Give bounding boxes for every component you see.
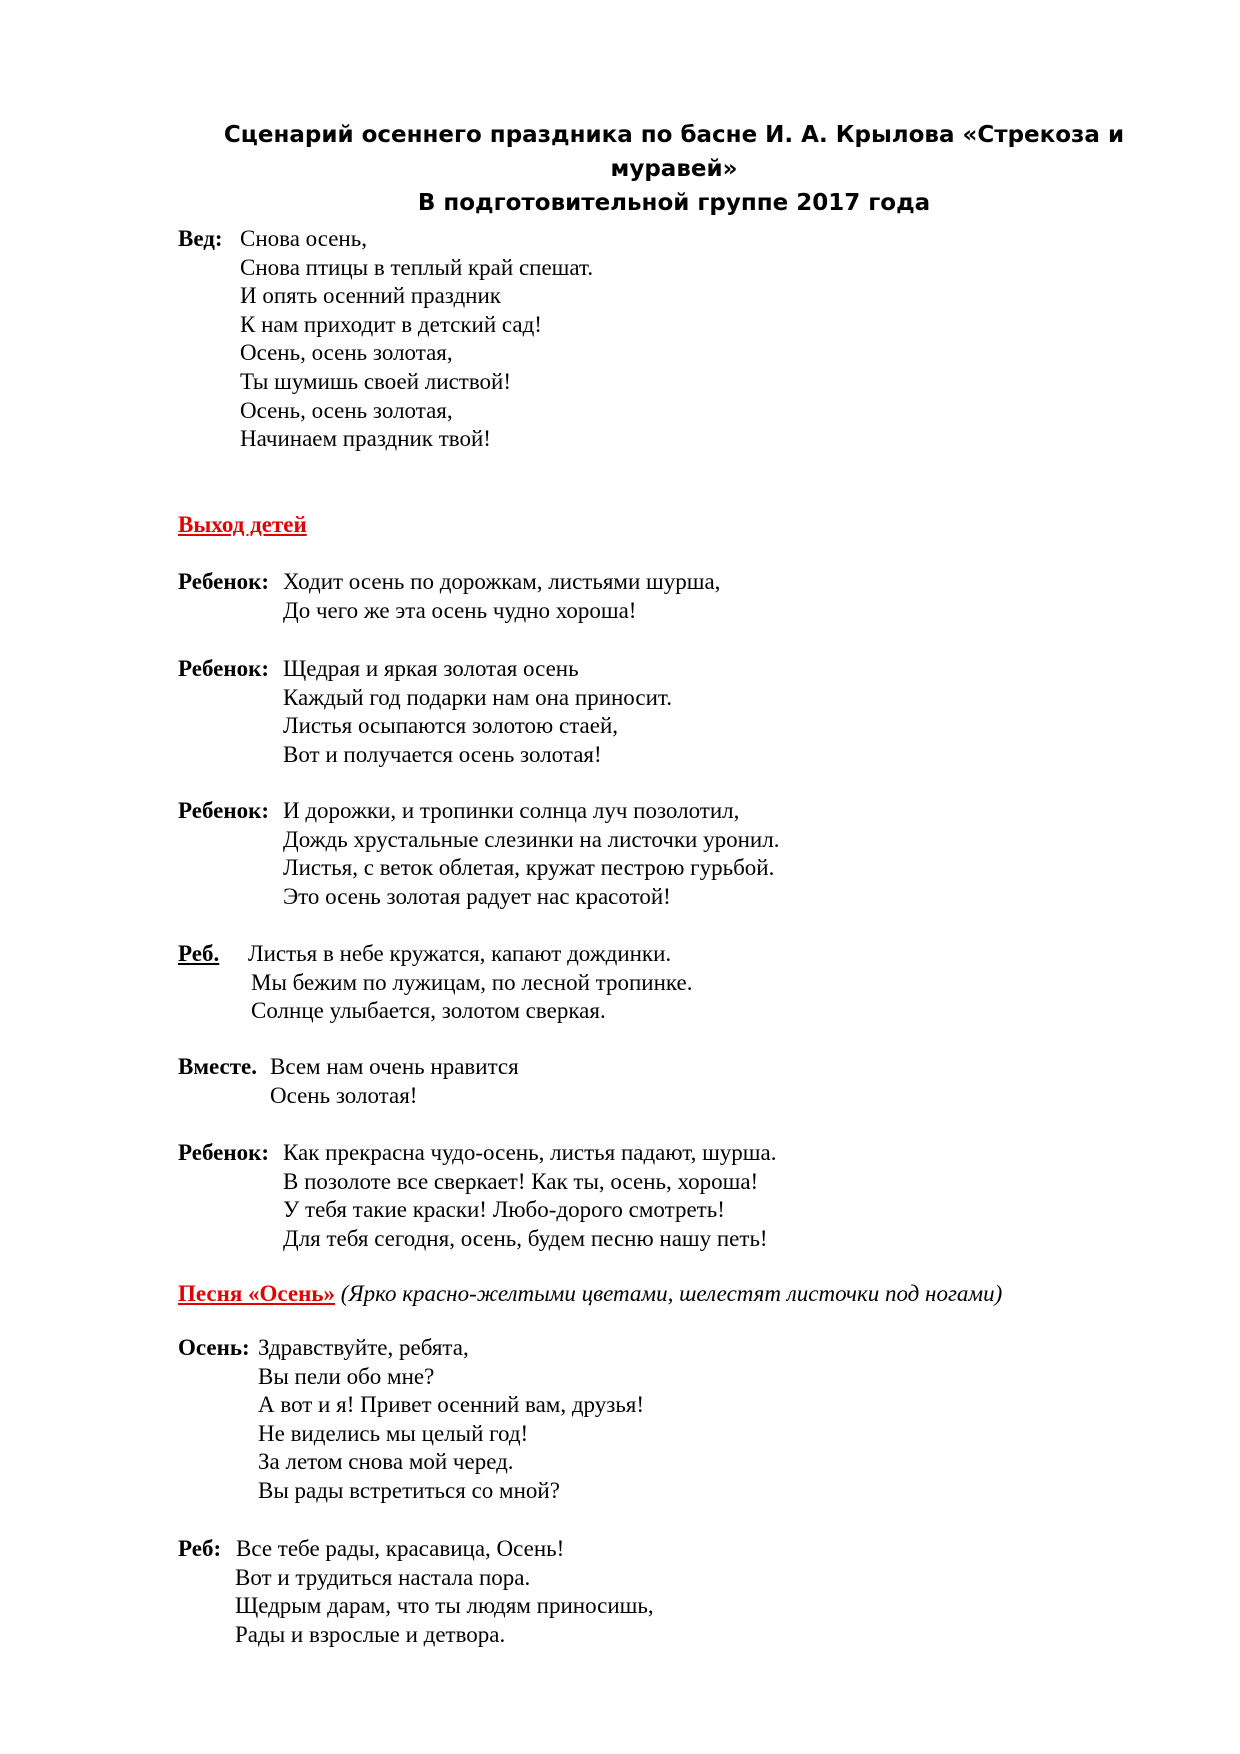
verse-line: Как прекрасна чудо-осень, листья падают, шурша. bbox=[283, 1140, 777, 1165]
verse-line: Снова птицы в теплый край спешат. bbox=[240, 254, 594, 280]
speaker-label: Реб. bbox=[178, 941, 220, 966]
verse-line: Снова осень, bbox=[240, 226, 367, 251]
section-heading-label: Выход детей bbox=[178, 512, 307, 537]
verse-line: К нам приходит в детский сад! bbox=[240, 311, 542, 337]
verse-line: В позолоте все сверкает! Как ты, осень, хороша! bbox=[283, 1168, 759, 1194]
verse-line: И дорожки, и тропинки солнца луч позолотил, bbox=[283, 798, 740, 823]
speaker-label: Ребенок: bbox=[178, 798, 270, 823]
verse-line: Все тебе рады, красавица, Осень! bbox=[236, 1536, 565, 1561]
verse-line: Вот и трудиться настала пора. bbox=[235, 1564, 531, 1590]
verse-line: Солнце улыбается, золотом сверкая. bbox=[251, 998, 606, 1024]
verse-line: Ты шумишь своей листвой! bbox=[240, 368, 512, 394]
verse-line: У тебя такие краски! Любо-дорого смотреть! bbox=[283, 1197, 725, 1223]
verse-line: Начинаем праздник твой! bbox=[240, 426, 491, 452]
speaker-label: Реб: bbox=[178, 1536, 222, 1561]
verse-line: Всем нам очень нравится bbox=[270, 1054, 519, 1079]
verse-line: Щедрым дарам, что ты людям приносишь, bbox=[235, 1593, 654, 1619]
verse-line: За летом снова мой черед. bbox=[258, 1449, 514, 1475]
verse-line: Щедрая и яркая золотая осень bbox=[283, 656, 579, 681]
verse-line: А вот и я! Привет осенний вам, друзья! bbox=[258, 1392, 645, 1418]
verse-line: Вот и получается осень золотая! bbox=[283, 741, 602, 767]
title-line-3: В подготовительной группе 2017 года bbox=[417, 190, 931, 216]
verse-line: Дождь хрустальные слезинки на листочки уронил. bbox=[283, 826, 780, 852]
verse-line: Не виделись мы целый год! bbox=[258, 1420, 529, 1446]
verse-line: Осень золотая! bbox=[270, 1082, 418, 1108]
title-line-1: Сценарий осеннего праздника по басне И. А. Крылова «Стрекоза и bbox=[223, 122, 1125, 148]
section-heading-label: Песня «Осень» bbox=[178, 1281, 336, 1306]
verse-line: Здравствуйте, ребята, bbox=[258, 1335, 469, 1360]
speaker-label: Вед: bbox=[178, 226, 223, 251]
verse-line: Вы пели обо мне? bbox=[258, 1363, 435, 1389]
verse-line: Мы бежим по лужицам, по лесной тропинке. bbox=[251, 969, 693, 995]
verse-line: Каждый год подарки нам она приносит. bbox=[283, 684, 672, 710]
speaker-label: Ребенок: bbox=[178, 656, 270, 681]
title-line-2: муравей» bbox=[610, 156, 738, 182]
verse-line: Это осень золотая радует нас красотой! bbox=[283, 883, 671, 909]
verse-line: Для тебя сегодня, осень, будем песню нашу петь! bbox=[283, 1225, 768, 1251]
verse-line: И опять осенний праздник bbox=[240, 283, 501, 309]
verse-line: Вы рады встретиться со мной? bbox=[258, 1477, 560, 1503]
verse-line: До чего же эта осень чудно хороша! bbox=[283, 597, 637, 623]
verse-line: Осень, осень золотая, bbox=[240, 340, 453, 366]
stage-direction: (Ярко красно-желтыми цветами, шелестят листочки под ногами) bbox=[340, 1281, 1003, 1306]
document-title bbox=[200, 118, 1148, 220]
speaker-label: Ребенок: bbox=[178, 1140, 270, 1165]
verse-line: Рады и взрослые и детвора. bbox=[235, 1621, 506, 1647]
speaker-label: Осень: bbox=[178, 1335, 250, 1360]
section-heading-exit bbox=[178, 511, 307, 540]
speaker-label: Вместе. bbox=[178, 1054, 257, 1079]
verse-line: Листья в небе кружатся, капают дождинки. bbox=[248, 941, 672, 966]
verse-line: Ходит осень по дорожкам, листьями шурша, bbox=[283, 569, 721, 594]
verse-line: Листья осыпаются золотою стаей, bbox=[283, 713, 619, 739]
speaker-label: Ребенок: bbox=[178, 569, 270, 594]
verse-line: Осень, осень золотая, bbox=[240, 397, 453, 423]
verse-line: Листья, с веток облетая, кружат пестрою гурьбой. bbox=[283, 855, 775, 881]
section-heading-song bbox=[178, 1280, 1002, 1309]
